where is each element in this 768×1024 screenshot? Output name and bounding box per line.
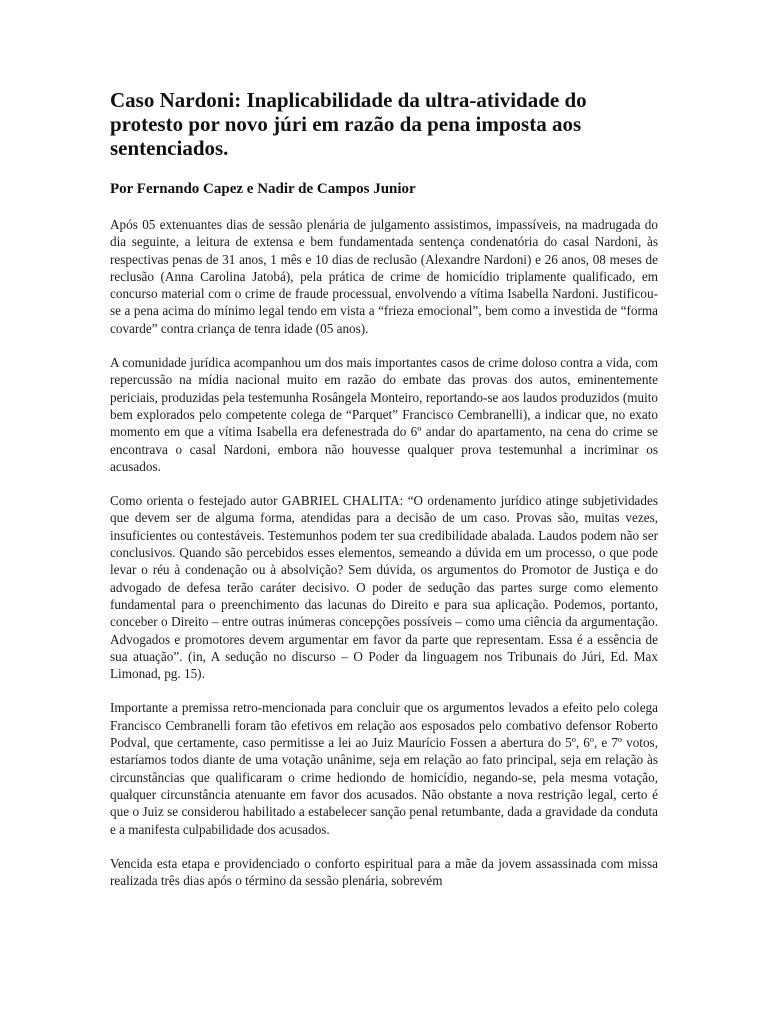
document-page [110,88,658,906]
paragraph-2: A comunidade jurídica acompanhou um dos mais importantes casos de crime doloso contra a vida, com repercussão na mídia nacional muito em razão do embate das provas dos autos, eminentemente periciais, produzidas pela testemunha Rosângela Monteiro, reportando-se aos laudos produzidos (muito bem explorados pelo competente colega de “Parquet” Francisco Cembranelli), a indicar que, no exato momento em que a vítima Isabella era defenestrada do 6º andar do apartamento, na cena do crime se encontrava o casal Nardoni, embora não houvesse qualquer prova testemunhal a incriminar os acusados. [110,355,658,474]
paragraph-5: Vencida esta etapa e providenciado o conforto espiritual para a mãe da jovem assassinada com missa realizada três dias após o término da sessão plenária, sobrevém [110,855,658,889]
paragraph-3: Como orienta o festejado autor GABRIEL CHALITA: “O ordenamento jurídico atinge subjetividades que devem ser de alguma forma, atendidas para a decisão de um caso. Provas são, muitas vezes, insuficientes ou contestáveis. Testemunhos podem ter sua credibilidade abalada. Laudos podem não ser conclusivos. Quando são percebidos esses elementos, semeando a dúvida em um processo, o que pode levar o réu à condenação ou à absolvição? Sem dúvida, os argumentos do Promotor de Justiça e do advogado de defesa terão caráter decisivo. O poder de sedução das partes surge como elemento fundamental para o preenchimento das lacunas do Direito e para sua aplicação. Podemos, portanto, conceber o Direito – entre outras inúmeras concepções possíveis – como uma ciência da argumentação. Advogados e promotores devem argumentar em favor da parte que representam. Essa é a essência de sua atuação”. (in, A sedução no discurso – O Poder da linguagem nos Tribunais do Júri, Ed. Max Limonad, pg. 15). [110,493,658,682]
document-authors: Por Fernando Capez e Nadir de Campos Junior [110,181,416,197]
document-title: Caso Nardoni: Inaplicabilidade da ultra-atividade do protesto por novo júri em razão da pena imposta aos sentenciados. [110,88,587,160]
paragraph-1: Após 05 extenuantes dias de sessão plenária de julgamento assistimos, impassíveis, na madrugada do dia seguinte, a leitura de extensa e bem fundamentada sentença condenatória do casal Nardoni, às respectivas penas de 31 anos, 1 mês e 10 dias de reclusão (Alexandre Nardoni) e 26 anos, 08 meses de reclusão (Anna Carolina Jatobá), pela prática de crime de homicídio triplamente qualificado, em concurso material com o crime de fraude processual, envolvendo a vítima Isabella Nardoni. Justificou-se a pena acima do mínimo legal tendo em vista a “frieza emocional”, bem como a investida de “forma covarde” contra criança de tenra idade (05 anos). [110,217,658,336]
paragraph-4: Importante a premissa retro-mencionada para concluir que os argumentos levados a efeito pelo colega Francisco Cembranelli foram tão efetivos em relação aos esposados pelo combativo defensor Roberto Podval, que certamente, caso permitisse a lei ao Juiz Maurício Fossen a abertura do 5º, 6º, e 7º votos, estaríamos todos diante de uma votação unânime, seja em relação ao fato principal, seja em relação às circunstâncias que qualificaram o crime hediondo de homicídio, negando-se, pela mesma votação, qualquer circunstância atenuante em favor dos acusados. Não obstante a nova restrição legal, certo é que o Juiz se considerou habilitado a estabelecer sanção penal retumbante, dada a gravidade da conduta e a manifesta culpabilidade dos acusados. [110,700,658,837]
